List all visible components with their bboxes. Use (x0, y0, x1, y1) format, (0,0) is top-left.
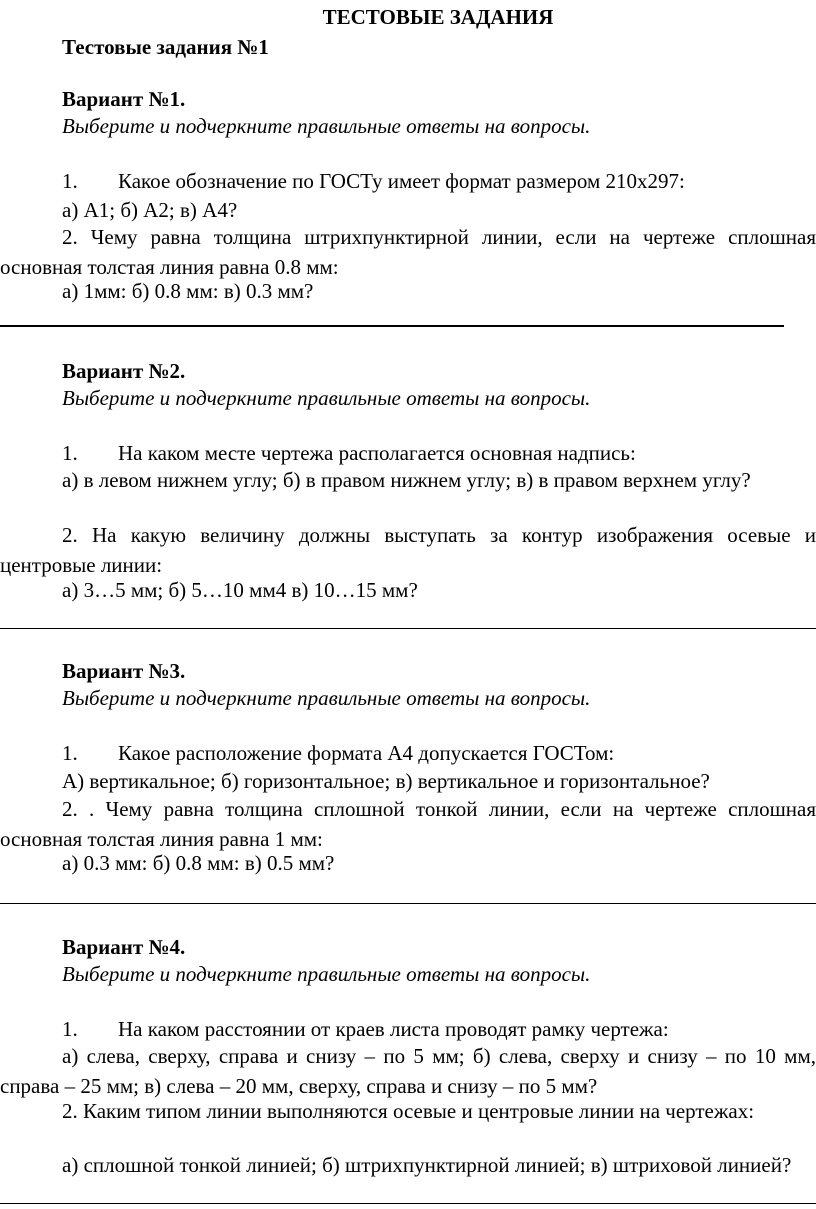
question-2: 2. Чему равна толщина штрихпунктирной линии, если на чертеже сплошная основная толстая линия равна 0.8 мм: (0, 225, 816, 279)
variant-heading: Вариант №2. (62, 359, 186, 383)
question-text: На каком месте чертежа располагается основная надпись: (118, 441, 636, 465)
question-text: Какое обозначение по ГОСТу имеет формат размером 210х297: (118, 169, 685, 193)
question-2: 2. Каким типом линии выполняются осевые и центровые линии на чертежах: (62, 1099, 755, 1123)
variant-instruction: Выберите и подчеркните правильные ответы на вопросы. (62, 962, 591, 986)
question-1 (62, 438, 636, 468)
question-1-answers: а) в левом нижнем углу; б) в правом нижнем углу; в) в правом верхнем углу? (62, 468, 751, 492)
section-divider (0, 1203, 816, 1204)
section-divider (0, 903, 816, 904)
document-title: ТЕСТОВЫЕ ЗАДАНИЯ (322, 5, 554, 29)
variant-instruction: Выберите и подчеркните правильные ответы на вопросы. (62, 686, 591, 710)
section-divider (0, 325, 784, 327)
variant-instruction: Выберите и подчеркните правильные ответы на вопросы. (62, 114, 591, 138)
question-2: 2. . Чему равна толщина сплошной тонкой линии, если на чертеже сплошная основная толстая линия равна 1 мм: (0, 797, 816, 851)
question-2-answers: а) сплошной тонкой линией; б) штрихпунктирной линией; в) штриховой линией? (62, 1153, 792, 1177)
question-1-answers: А) вертикальное; б) горизонтальное; в) вертикальное и горизонтальное? (62, 769, 710, 793)
question-2-answers: а) 0.3 мм: б) 0.8 мм: в) 0.5 мм? (62, 851, 335, 875)
question-number: 1. (62, 1017, 78, 1041)
variant-heading: Вариант №4. (62, 935, 186, 959)
question-1 (62, 1014, 669, 1044)
question-1 (62, 166, 685, 196)
question-number: 1. (62, 169, 78, 193)
section-divider (0, 628, 816, 629)
question-2-answers: а) 1мм: б) 0.8 мм: в) 0.3 мм? (62, 279, 314, 303)
variant-instruction: Выберите и подчеркните правильные ответы на вопросы. (62, 386, 591, 410)
question-text: На каком расстоянии от краев листа проводят рамку чертежа: (118, 1017, 669, 1041)
question-2-answers: а) 3…5 мм; б) 5…10 мм4 в) 10…15 мм? (62, 578, 418, 602)
test-set-title: Тестовые задания №1 (62, 35, 269, 59)
question-2: 2. На какую величину должны выступать за контур изображения осевые и центровые линии: (0, 523, 816, 577)
question-1-answers: а) слева, сверху, справа и снизу – по 5 мм; б) слева, сверху и снизу – по 10 мм, справа – 25 мм; в) слева – 20 мм, сверху, справа и снизу – по 5 мм? (0, 1044, 816, 1098)
question-number: 1. (62, 741, 78, 765)
question-text: Какое расположение формата А4 допускается ГОСТом: (118, 741, 615, 765)
variant-heading: Вариант №1. (62, 87, 186, 111)
question-1 (62, 738, 614, 768)
question-number: 1. (62, 441, 78, 465)
variant-heading: Вариант №3. (62, 659, 186, 683)
question-1-answers: а) А1; б) А2; в) А4? (62, 198, 238, 222)
